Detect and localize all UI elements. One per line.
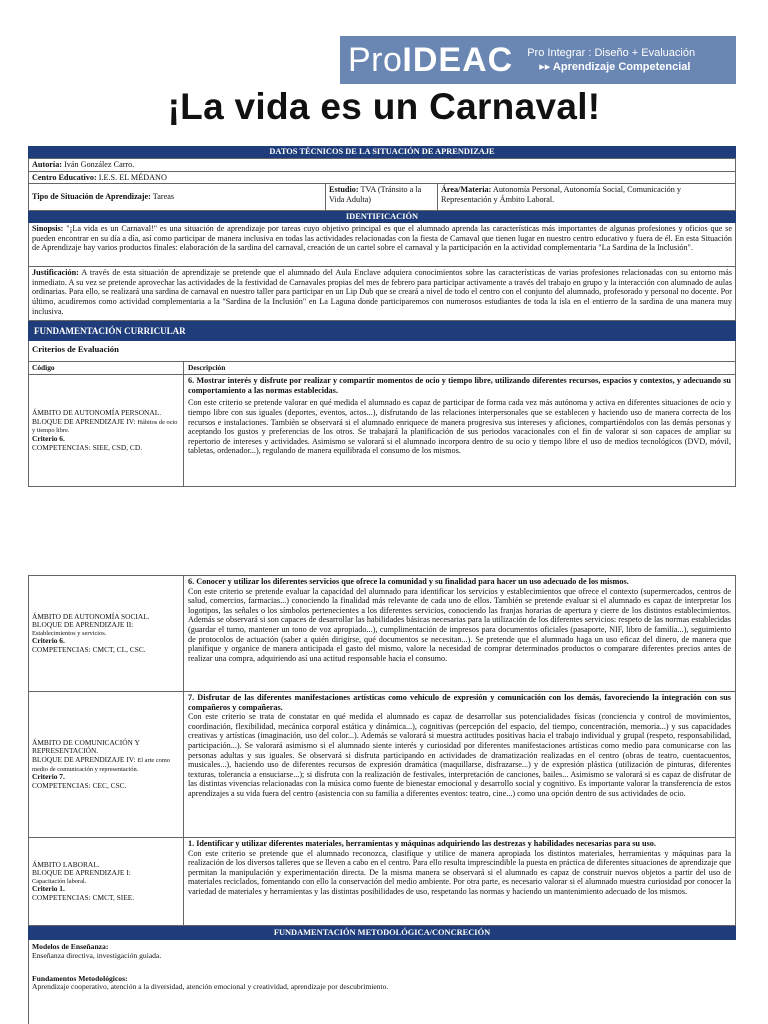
criterio-bloque-name: Establecimientos y servicios. <box>32 629 107 637</box>
logo-tagline-2: ▸▸ Aprendizaje Competencial <box>539 61 691 73</box>
criterio-description <box>184 375 735 486</box>
col-descripcion: Descripción <box>188 363 226 373</box>
metodologia-body <box>28 940 736 1024</box>
criterio-row <box>29 692 735 838</box>
criterio-code <box>29 375 184 486</box>
criterios-table-2 <box>28 575 736 926</box>
datos-header: DATOS TÉCNICOS DE LA SITUACIÓN DE APRENDIZAJE <box>28 146 736 158</box>
tipo-row <box>28 184 736 211</box>
modelos-label: Modelos de Enseñanza: <box>32 942 109 951</box>
criterio-ambito: ÁMBITO DE COMUNICACIÓN Y REPRESENTACIÓN. <box>32 737 140 756</box>
criterio-row <box>29 838 735 926</box>
centro-row <box>28 172 736 185</box>
criterio-text: Con este criterio se pretende evaluar la capacidad del alumnado para identificar los servicios y establecimientos que ofrece el contexto (supermercados, centros de salud, comercios, farmacias...) conociendo la finalidad más relevante de cada uno de ellos. También se pretende evaluar si el alumnado es capaz de interpretar los logotipos, las señales o los símbolos pertenecientes a los diferentes servicios, conociendo las franjas horarias de apertura y cierre de los distintos establecimientos. Además se observará si son capaces de desarrollar las habilidades básicas necesarias para la utilización de los diferentes servicios: respeto de las normas establecidas (guardar el turno, mantener un tono de voz apropiado...), cumplimentación de impresos para documentos oficiales (pasaporte, NIF, libro de familia...), seguimiento de protocolos de actuación (saber a quién dirigirse, qué documentos se necesitan...). Se pretende que el alumnado haga un uso eficaz del dinero, de manera que planifique y organice de manera anticipada el gasto del mismo, valore la necesidad de comprar determinados productos o comparare diferentes precios antes de realizar una compra, adquiriendo así una actitud responsable hacia el consumo. <box>188 586 731 663</box>
estudio-cell <box>326 184 438 210</box>
fundamentacion-header: FUNDAMENTACIÓN CURRICULAR <box>28 321 736 341</box>
criterio-title: 7. Disfrutar de las diferentes manifestaciones artísticas como vehículo de expresión y comunicación con los demás, favoreciendo la integración con sus compañeros y compañeras. <box>188 693 731 712</box>
criterio-ambito: ÁMBITO DE AUTONOMÍA PERSONAL. <box>32 408 162 418</box>
criterios-label: Criterios de Evaluación <box>28 341 736 361</box>
page-title: ¡La vida es un Carnaval! <box>167 86 601 127</box>
autoria-row <box>28 158 736 172</box>
tipo-value: Tareas <box>152 192 175 202</box>
tipo-label: Tipo de Situación de Aprendizaje: <box>32 192 151 202</box>
criterio-number: Criterio 7. <box>32 772 65 782</box>
criterio-description <box>184 838 735 925</box>
sinopsis-label: Sinopsis: <box>32 224 64 234</box>
criterios-table <box>28 361 736 487</box>
logo-tagline <box>527 46 695 74</box>
estudio-label: Estudio: <box>329 185 359 195</box>
criterio-ambito: ÁMBITO DE AUTONOMÍA SOCIAL. <box>32 611 150 621</box>
autoria-value: Iván González Carro. <box>64 160 135 169</box>
criterio-code <box>29 692 184 837</box>
criterio-competencias: COMPETENCIAS: CMCT, SIEE. <box>32 892 135 902</box>
criterio-competencias: COMPETENCIAS: SIEE, CSD, CD. <box>32 442 143 452</box>
criterio-competencias: COMPETENCIAS: CMCT, CL, CSC. <box>32 644 146 654</box>
logo-word-plain: Pro <box>348 40 403 79</box>
fundamentos-value: Aprendizaje cooperativo, atención a la diversidad, atención emocional y creatividad, aprendizaje por descubrimiento. <box>32 982 389 992</box>
autoria-label: Autoría: <box>32 160 63 169</box>
criterio-bloque: BLOQUE DE APRENDIZAJE IV: <box>32 416 136 426</box>
criterio-title: 6. Conocer y utilizar los diferentes servicios que ofrece la comunidad y su finalidad para hacer un uso adecuado de los mismos. <box>188 577 629 586</box>
sinopsis-row <box>28 223 736 267</box>
datos-section <box>28 146 736 487</box>
modelos-value: Enseñanza directiva, investigación guiada. <box>32 950 162 960</box>
criterio-text: Con este criterio se pretende que el alumnado reconozca, clasifique y utilice de manera apropiada los distintos materiales, herramientas y máquinas para la realización de los diversos talleres que se lleven a cabo en el centro. Para ello resulta imprescindible la puesta en práctica de diferentes situaciones de aprendizaje que permitan la manipulación y experimentación directa. De la misma manera se observará si el alumnado es capaz de construir nuevos objetos a partir del uso de materiales reciclados, fomentando con ello la conservación del medio ambiente. Por otra parte, es necesario valorar si el alumnado muestra curiosidad por conocer la variedad de materiales y herramientas y las distintas posibilidades de uso, respetando las normas y haciendo un mantenimiento adecuado de los mismos. <box>188 848 731 896</box>
justificacion-text: A través de esta situación de aprendizaje se pretende que el alumnado del Aula Enclave adquiera conocimientos sobre las características de varias profesiones relacionadas con su entorno más inmediato. A su vez se pretende aprovechar las actividades de la festividad de Carnavales propias del mes de febrero para participar activamente a través del trabajo en grupo y la interacción con alumnado de aulas ordinarias. Para ello, se realizará una sardina de carnaval en nuestro taller para participar en un Lip Dub que se creará a nivel de todo el centro con el conjunto del alumnado, profesorado y personal no docente. Por último, acudiremos como actividad complementaria a la "Sardina de la Inclusión" en La Laguna donde participaremos con numerosos estudiantes de toda la isla en el entierro de la sardina de una manera muy inclusiva. <box>32 268 732 316</box>
criterio-code <box>29 576 184 691</box>
proideac-logo <box>340 36 736 84</box>
criterio-title: 1. Identificar y utilizar diferentes materiales, herramientas y máquinas adquiriendo las destrezas y habilidades necesarias para su uso. <box>188 839 656 848</box>
logo-tagline-1: Pro Integrar : Diseño + Evaluación <box>527 47 696 59</box>
criterio-description <box>184 692 735 837</box>
metodologia-header: FUNDAMENTACIÓN METODOLÓGICA/CONCRECIÓN <box>28 926 736 940</box>
justificacion-label: Justificación: <box>32 268 79 278</box>
estudio-value: TVA (Tránsito a la Vida Adulta) <box>329 185 422 204</box>
area-cell <box>438 184 735 210</box>
tipo-cell <box>29 184 326 210</box>
criterio-bloque: BLOQUE DE APRENDIZAJE IV: <box>32 754 136 764</box>
col-codigo: Código <box>29 362 184 375</box>
logo-wordmark <box>340 41 513 80</box>
criterio-number: Criterio 6. <box>32 433 65 443</box>
criterio-bloque-name: El arte como medio de comunicación y representación. <box>32 756 171 773</box>
justificacion-row <box>28 267 736 321</box>
centro-label: Centro Educativo: <box>32 172 97 182</box>
criterio-text: Con este criterio se pretende valorar en qué medida el alumnado es capaz de participar de forma cada vez más autónoma y activa en diferentes situaciones de ocio y tiempo libre con sus iguales (deportes, eventos, actos...), disfrutando de las relaciones interpersonales que se establecen y haciendo uso de manera correcta de los recursos e instalaciones. También se observará si el alumnado enriquece de manera progresiva sus intereses y aficiones, compartiéndolos con las demás personas y aceptando los gustos y preferencias de los otros. Se trabajará la planificación de sus periodos vacacionales con el fin de valorar si son capaces de ampliar su repertorio de intereses y actividades. Asimismo se valorará si el alumnado incorpora dentro de su ocio y tiempo libre el uso de medios tecnológicos (DVD, móvil, tabletas, ordenador...), regulando de manera equilibrada el consumo de los mismos. <box>188 398 731 456</box>
centro-value: I.E.S. EL MÉDANO <box>98 172 167 182</box>
criterio-competencias: COMPETENCIAS: CEC, CSC. <box>32 780 127 790</box>
criterio-bloque-name: Capacitación laboral. <box>32 877 87 885</box>
criterio-number: Criterio 6. <box>32 636 65 646</box>
criterio-number: Criterio 1. <box>32 884 65 894</box>
criterio-description <box>184 576 735 691</box>
area-label: Área/Materia: <box>441 185 492 195</box>
criterio-bloque: BLOQUE DE APRENDIZAJE II: <box>32 620 134 630</box>
sinopsis-text: "¡La vida es un Carnaval!" es una situación de aprendizaje por tareas cuyo objetivo principal es que el alumnado aprenda las características más importantes de algunas profesiones y oficios que se pueden encontrar en su día a día, así como participar de manera inclusiva en todas las actividades relacionadas con la fiesta de Carnaval que tienen lugar en nuestro centro educativo y fuera de él. En esta Situación de Aprendizaje hay varios productos finales: elaboración de la sardina del carnaval, creación de un cartel sobre el carnaval y la participación en la actividad complementaria "La Sardina de la Inclusión". <box>32 224 732 253</box>
criterio-row <box>29 576 735 692</box>
logo-word-bold: IDEAC <box>402 40 514 79</box>
criterio-code <box>29 838 184 925</box>
criterios-continued <box>28 575 736 1024</box>
identificacion-header: IDENTIFICACIÓN <box>28 211 736 223</box>
criterio-row <box>29 375 735 487</box>
criterio-ambito: ÁMBITO LABORAL. <box>32 859 100 869</box>
criterio-title: 6. Mostrar interés y disfrute por realizar y compartir momentos de ocio y tiempo libre, utilizando diferentes recursos, espacios y contextos, y adecuando su comportamiento a las normas establecidas. <box>188 376 731 395</box>
fundamentos-label: Fundamentos Metodológicos: <box>32 973 128 983</box>
area-value: Autonomía Personal, Autonomía Social, Comunicación y Representación y Ámbito Laboral. <box>441 185 681 204</box>
criterio-bloque-name: Hábitos de ocio y tiempo libre. <box>32 418 178 435</box>
criterios-table-header <box>29 362 735 375</box>
criterio-bloque: BLOQUE DE APRENDIZAJE I: <box>32 868 131 878</box>
criterio-text: Con este criterio se trata de constatar en qué medida el alumnado es capaz de desarrollar sus potencialidades físicas (conciencia y control de movimientos, coordinación, flexibilidad, mecánica corporal estática y dinámica...), cognitivas (percepción del espacio, del tiempo, concentración, memoria...) y sus capacidades creativas y artísticas (imaginación, uso del color...). Además se valorará si muestra actitudes positivas hacia el trabajo individual y grupal (respeto, responsabilidad, participación...). Se valorará asimismo si el alumnado siente interés y curiosidad por diferentes manifestaciones artísticas como medio para comunicarse con las personas adultas y sus iguales. Se observará si disfruta participando en actividades de dramatización realizadas en el centro (obras de teatro, cuentacuentos, musicales...), haciendo uso de diferentes recursos de expresión dramática (maquillarse, disfrazarse...) y de expresión plástica (utilización de pinturas, diferentes texturas, tolerancia a ensuciarse...); si disfruta con la realización de festivales, interpretación de canciones, bailes... Asimismo se valorará si es capaz de disfrutar de las distintas vivencias relacionadas con la música como fuente de bienestar emocional y desarrollo social y cognitivo. Es importante valorar la transferencia de estos aprendizajes a su vida fuera del centro (asistencia con su familia a diferentes eventos: teatro, cine...) como una opción dentro de sus actividades de ocio. <box>188 712 731 798</box>
